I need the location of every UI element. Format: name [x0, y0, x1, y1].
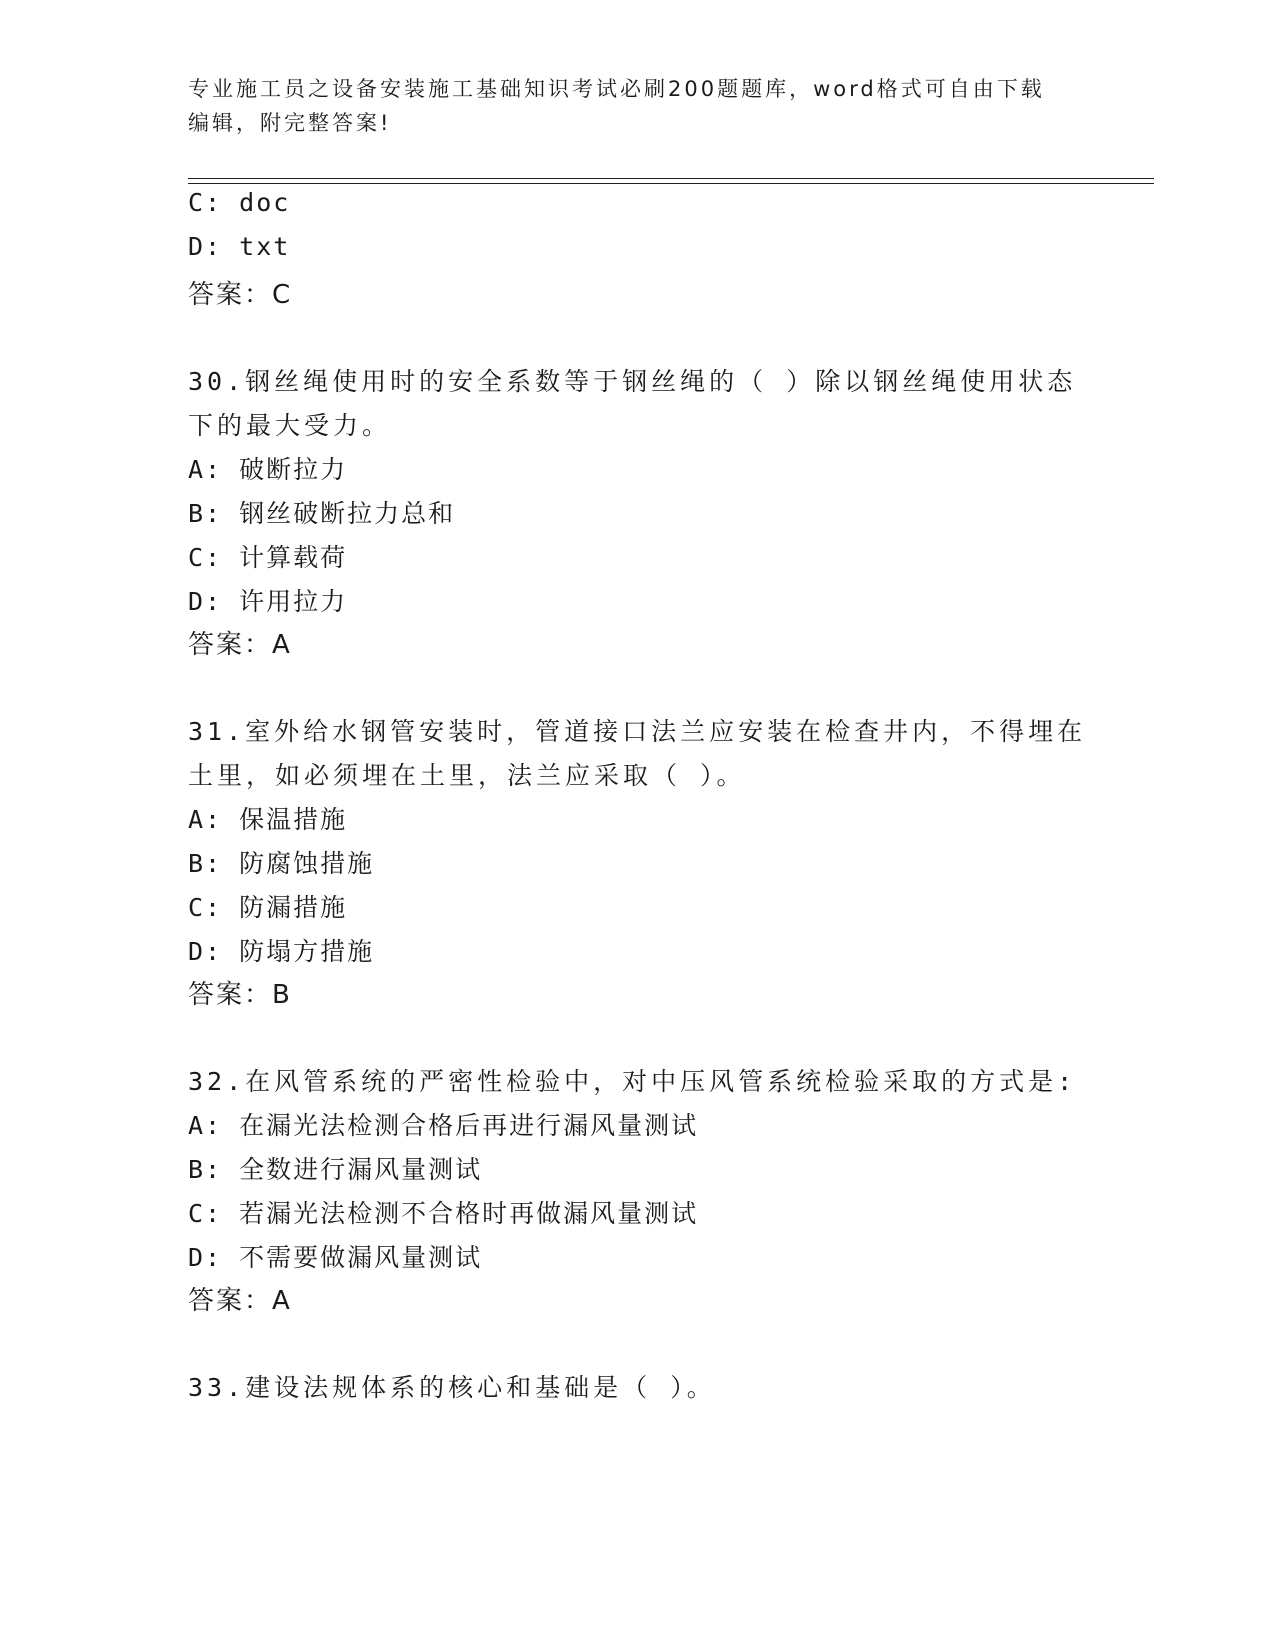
- question-30-option-b: B: 钢丝破断拉力总和: [188, 499, 456, 528]
- header-divider-bottom: [188, 183, 1154, 184]
- question-31-stem-line1: 31.室外给水钢管安装时，管道接口法兰应安装在检查井内，不得埋在: [188, 717, 1087, 746]
- question-31-option-a: A: 保温措施: [188, 805, 348, 834]
- question-30-option-d: D: 许用拉力: [188, 587, 348, 616]
- answer-prev: 答案：C: [188, 280, 293, 310]
- question-30-stem-line2: 下的最大受力。: [188, 411, 392, 440]
- question-30-option-c: C: 计算载荷: [188, 543, 348, 572]
- question-33-stem: 33.建设法规体系的核心和基础是（ ）。: [188, 1373, 716, 1402]
- question-32-option-d: D: 不需要做漏风量测试: [188, 1243, 483, 1272]
- question-31-stem-line2: 土里，如必须埋在土里，法兰应采取（ ）。: [188, 761, 746, 790]
- question-32-stem: 32.在风管系统的严密性检验中，对中压风管系统检验采取的方式是:: [188, 1067, 1077, 1096]
- header-line-2: 编辑，附完整答案!: [188, 111, 392, 135]
- option-c-prev: C: doc: [188, 188, 291, 217]
- question-30-option-a: A: 破断拉力: [188, 455, 348, 484]
- header-line-1: 专业施工员之设备安装施工基础知识考试必刷200题题库，word格式可自由下载: [188, 77, 1045, 101]
- header-divider-top: [188, 178, 1154, 179]
- question-32-answer: 答案：A: [188, 1286, 292, 1316]
- question-31-answer: 答案：B: [188, 980, 292, 1010]
- document-header: [188, 72, 1068, 140]
- question-32-option-c: C: 若漏光法检测不合格时再做漏风量测试: [188, 1199, 699, 1228]
- question-31-option-d: D: 防塌方措施: [188, 937, 375, 966]
- question-32-option-b: B: 全数进行漏风量测试: [188, 1155, 483, 1184]
- question-30-stem-line1: 30.钢丝绳使用时的安全系数等于钢丝绳的（ ）除以钢丝绳使用状态: [188, 367, 1077, 396]
- question-30-answer: 答案：A: [188, 630, 292, 660]
- question-31-option-b: B: 防腐蚀措施: [188, 849, 375, 878]
- option-d-prev: D: txt: [188, 232, 291, 261]
- question-31-option-c: C: 防漏措施: [188, 893, 348, 922]
- question-32-option-a: A: 在漏光法检测合格后再进行漏风量测试: [188, 1111, 699, 1140]
